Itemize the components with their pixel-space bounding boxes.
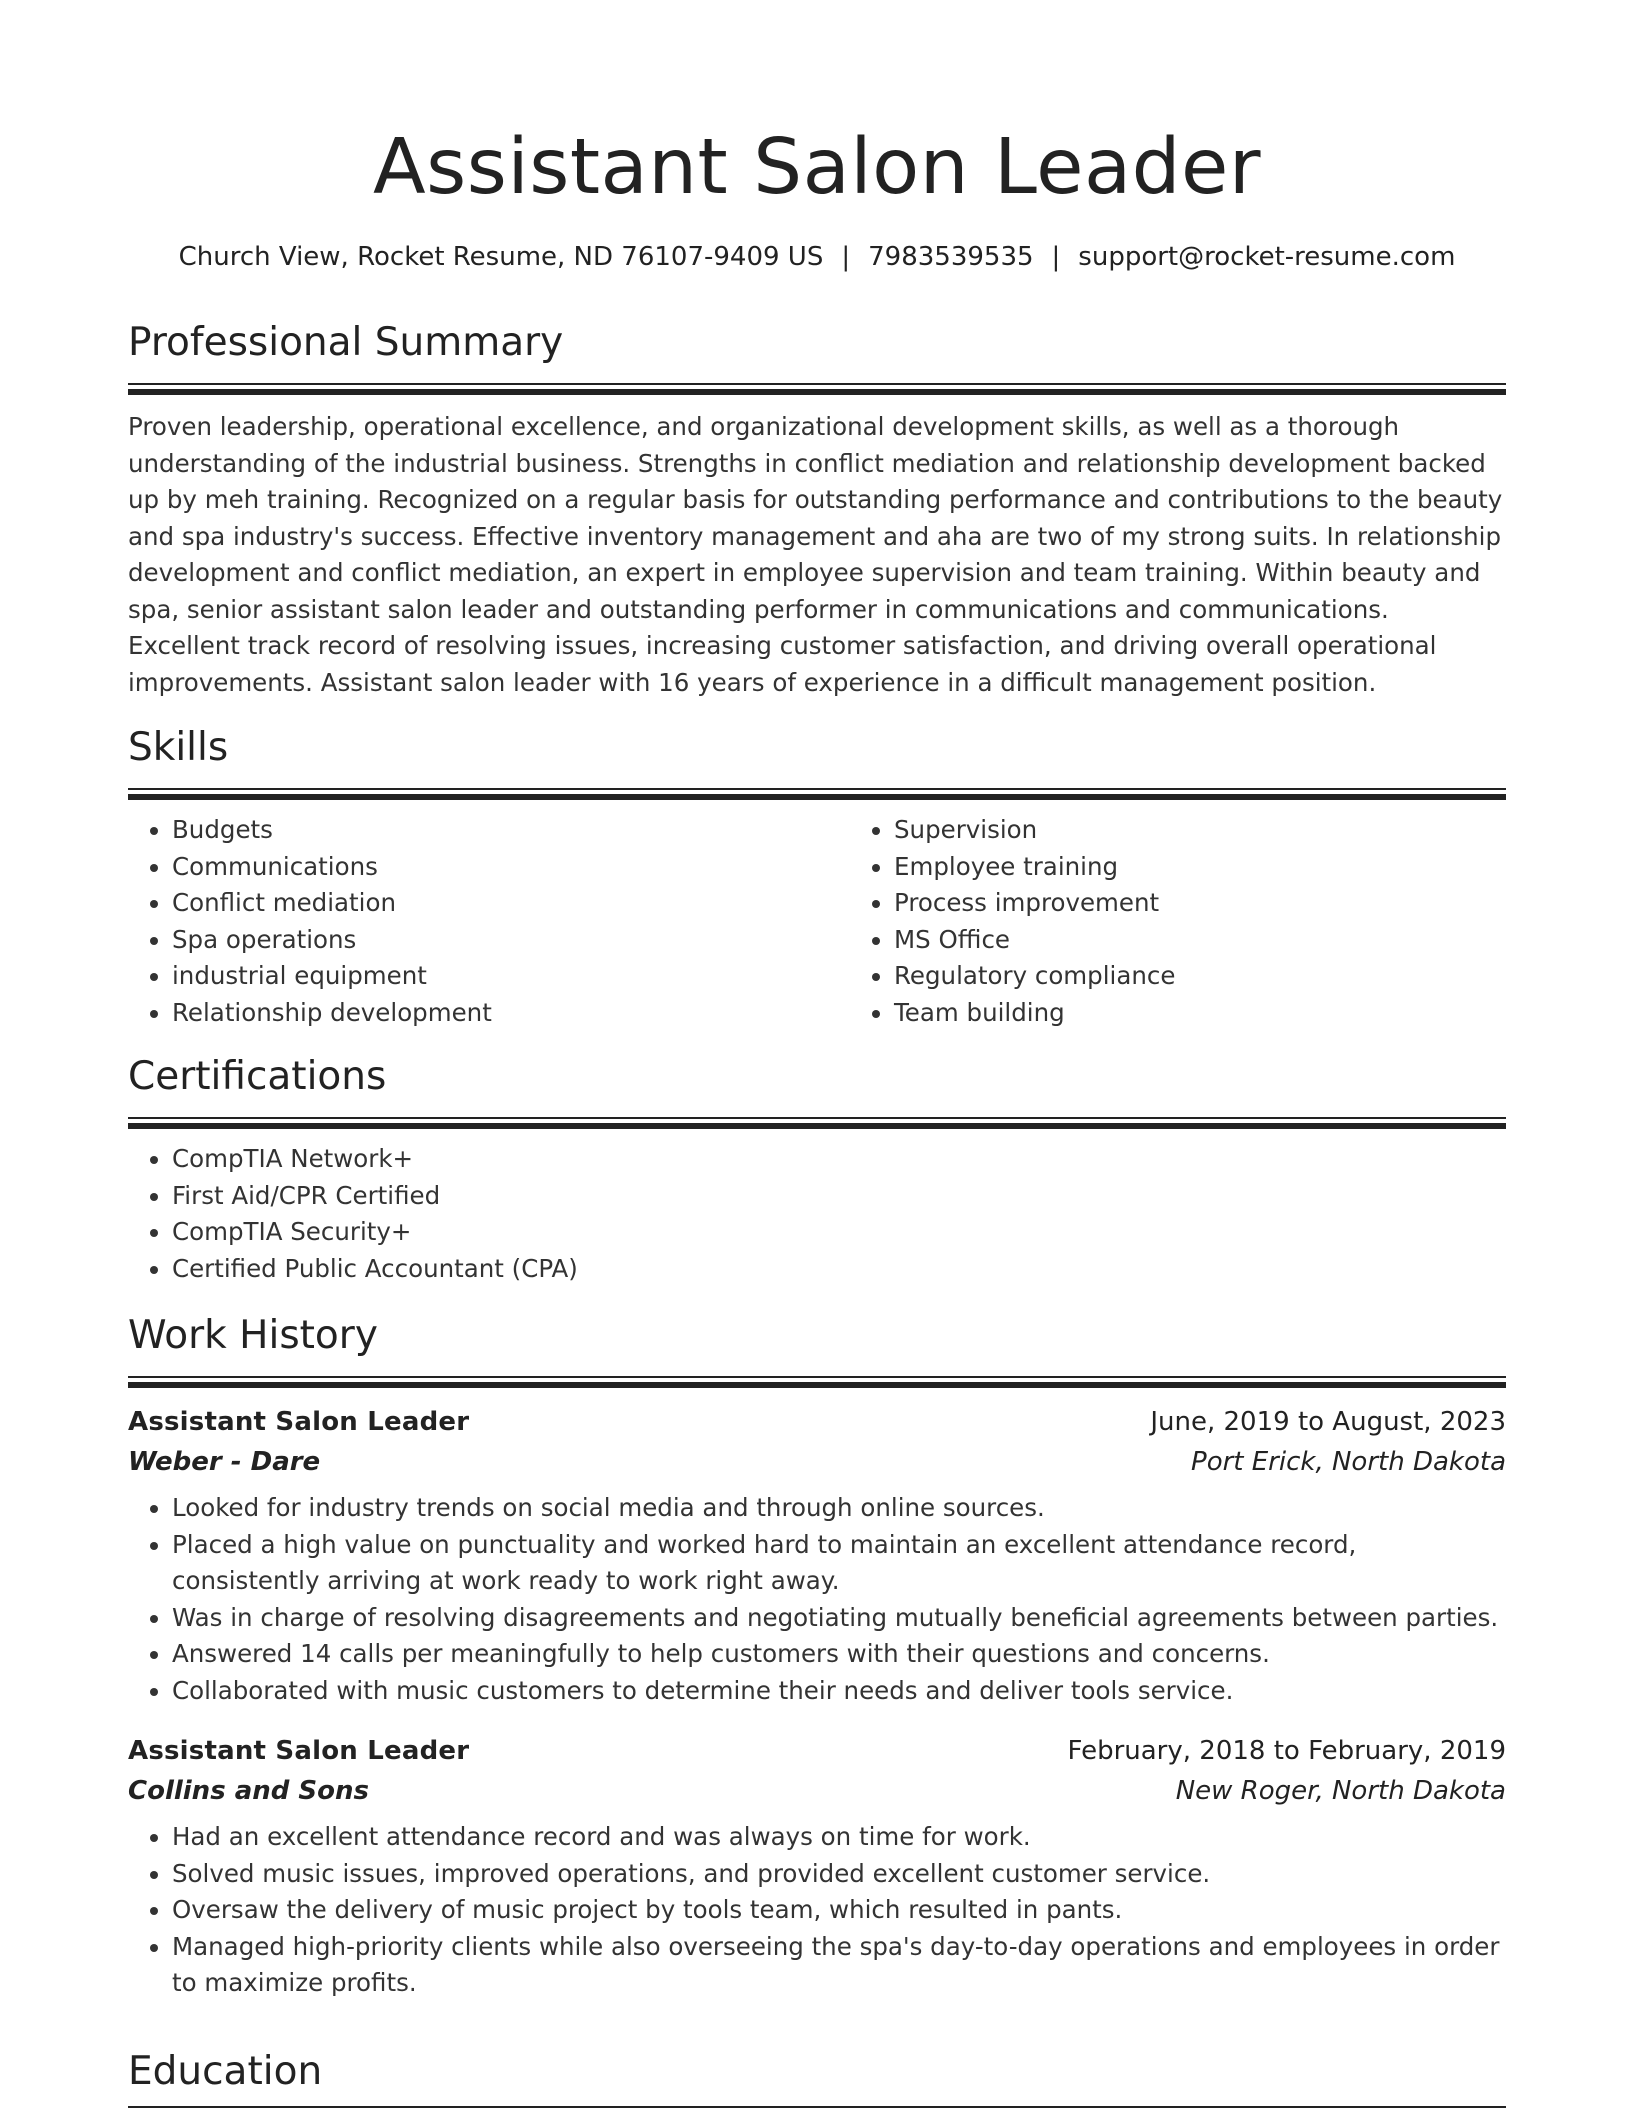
section-divider <box>128 788 1506 800</box>
list-item: • Employee training <box>894 849 1572 886</box>
job-dates: February, 2018 to February, 2019 <box>1067 1736 1506 1766</box>
section-divider <box>128 2106 1506 2108</box>
list-item: • Team building <box>894 995 1572 1032</box>
list-item: • Looked for industry trends on social media and through online sources. <box>172 1490 1506 1527</box>
list-item: • First Aid/CPR Certified <box>172 1178 1506 1215</box>
section-certifications <box>128 1051 1506 1287</box>
list-item: • Regulatory compliance <box>894 958 1572 995</box>
list-item: • industrial equipment <box>172 958 850 995</box>
contact-address: Church View, Rocket Resume, ND 76107-9409 US <box>178 242 824 272</box>
list-item: • Supervision <box>894 812 1572 849</box>
contact-separator: | <box>841 242 851 272</box>
job-title: Assistant Salon Leader <box>128 1736 470 1766</box>
contact-separator: | <box>1051 242 1061 272</box>
job-bullets <box>128 1490 1506 1709</box>
contact-email: support@rocket-resume.com <box>1078 242 1456 272</box>
section-title: Education <box>128 2049 323 2094</box>
job-dates: June, 2019 to August, 2023 <box>1150 1407 1506 1437</box>
section-work-history <box>128 1310 1506 2002</box>
list-item: • Placed a high value on punctuality and worked hard to maintain an excellent attendance record, consistently arriving at work ready to work right away. <box>172 1527 1506 1600</box>
job-location: New Roger, North Dakota <box>1175 1776 1506 1806</box>
list-item: • Certified Public Accountant (CPA) <box>172 1251 1506 1288</box>
job-company: Collins and Sons <box>128 1776 370 1806</box>
job-header-row <box>128 1731 1506 1771</box>
job-title: Assistant Salon Leader <box>128 1407 470 1437</box>
list-item: • Spa operations <box>172 922 850 959</box>
section-skills <box>128 722 1506 1031</box>
section-title: Work History <box>128 1313 378 1358</box>
list-item: • Communications <box>172 849 850 886</box>
list-item: • Solved music issues, improved operations, and provided excellent customer service. <box>172 1856 1506 1893</box>
section-divider <box>128 383 1506 395</box>
list-item: • Relationship development <box>172 995 850 1032</box>
job-company: Weber - Dare <box>128 1447 321 1477</box>
summary-text: Proven leadership, operational excellence, and organizational development skills, as well as a thorough understanding of the industrial business. Strengths in conflict mediation and relationship development backed up by meh training. Recognized on a regular basis for outstanding performance and contributions to the beauty and spa industry's success. Effective inventory management and aha are two of my strong suits. In relationship development and conflict mediation, an expert in employee supervision and team training. Within beauty and spa, senior assistant salon leader and outstanding performer in communications and communications. Excellent track record of resolving issues, increasing customer satisfaction, and driving overall operational improvements. Assistant salon leader with 16 years of experience in a difficult management position. <box>128 412 1503 697</box>
list-item: • Conflict mediation <box>172 885 850 922</box>
list-item: • Process improvement <box>894 885 1572 922</box>
contact-phone: 7983539535 <box>868 242 1034 272</box>
list-item: • Oversaw the delivery of music project by tools team, which resulted in pants. <box>172 1892 1506 1929</box>
certifications-list <box>128 1141 1506 1287</box>
skills-list-right <box>850 812 1572 1031</box>
job-entry <box>128 1402 1506 1709</box>
job-bullets <box>128 1819 1506 2002</box>
job-header-row <box>128 1402 1506 1442</box>
list-item: • Answered 14 calls per meaningfully to help customers with their questions and concerns. <box>172 1636 1506 1673</box>
job-subheader-row <box>128 1771 1506 1811</box>
list-item: • Had an excellent attendance record and was always on time for work. <box>172 1819 1506 1856</box>
section-title: Skills <box>128 725 229 770</box>
section-education <box>128 2046 1506 2108</box>
list-item: • Managed high-priority clients while also overseeing the spa's day-to-day operations and employees in order to maximize profits. <box>172 1929 1506 2002</box>
section-title: Professional Summary <box>128 320 564 365</box>
job-subheader-row <box>128 1442 1506 1482</box>
section-title: Certifications <box>128 1054 387 1099</box>
list-item: • Collaborated with music customers to determine their needs and deliver tools service. <box>172 1673 1506 1710</box>
list-item: • CompTIA Network+ <box>172 1141 1506 1178</box>
resume-name: Assistant Salon Leader <box>372 123 1262 212</box>
job-entry <box>128 1731 1506 2002</box>
list-item: • Was in charge of resolving disagreements and negotiating mutually beneficial agreements between parties. <box>172 1600 1506 1637</box>
job-location: Port Erick, North Dakota <box>1191 1447 1506 1477</box>
skills-grid <box>128 800 1506 1031</box>
list-item: • Budgets <box>172 812 850 849</box>
list-item: • MS Office <box>894 922 1572 959</box>
contact-line <box>128 238 1506 276</box>
section-professional-summary <box>128 317 1506 701</box>
list-item: • CompTIA Security+ <box>172 1214 1506 1251</box>
section-divider <box>128 1117 1506 1129</box>
skills-list-left <box>128 812 850 1031</box>
section-divider <box>128 1376 1506 1388</box>
